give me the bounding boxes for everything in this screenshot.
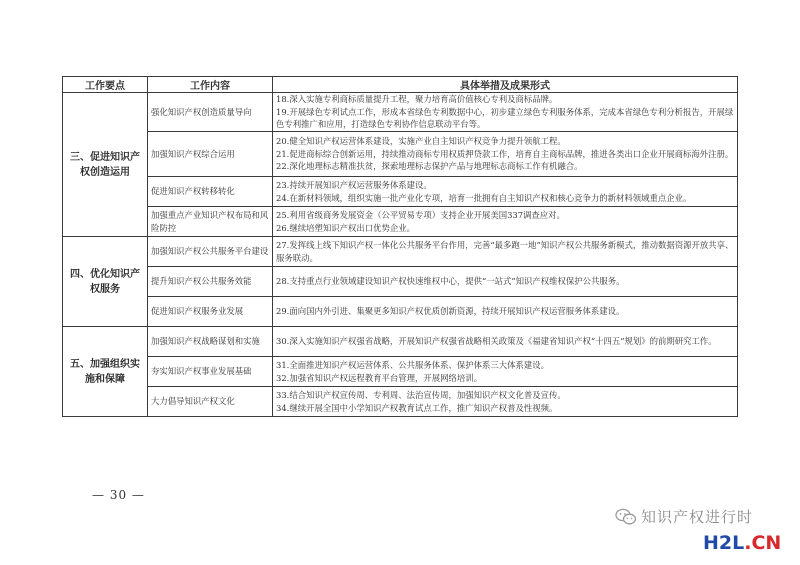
site-logo-h2l: H2L — [703, 532, 745, 554]
work-content-cell: 加强知识产权战略谋划和实施 — [148, 327, 273, 357]
work-point-cell: 四、优化知识产权服务 — [63, 237, 148, 327]
work-content-cell: 加强重点产业知识产权布局和风险防控 — [148, 207, 273, 237]
work-point-cell: 三、促进知识产权创造运用 — [63, 93, 148, 237]
measure-item: 18.深入实施专利商标质量提升工程，聚力培育高价值核心专利及商标品牌。 — [276, 94, 558, 104]
measures-cell — [273, 297, 738, 327]
header-work-points: 工作要点 — [63, 77, 148, 93]
work-content-cell: 加强知识产权公共服务平台建设 — [148, 237, 273, 267]
measures-cell — [273, 267, 738, 297]
page-number: — 30 — — [92, 488, 145, 502]
measure-item: 33.结合知识产权宣传周、专利周、法治宣传周，加强知识产权文化普及宣传。 — [276, 389, 566, 400]
measure-item: 34.继续开展全国中小学知识产权教育试点工作，推广知识产权普及性视频。 — [276, 402, 558, 413]
measure-item: 25.利用省级商务发展资金（公平贸易专项）支持企业开展美国337调查应对。 — [276, 209, 565, 220]
work-content-cell: 加强知识产权综合运用 — [148, 132, 273, 177]
measure-item: 32.加强省知识产权远程教育平台管理，开展网络培训。 — [276, 372, 482, 383]
work-content-cell: 夯实知识产权事业发展基础 — [148, 357, 273, 387]
table-row — [63, 93, 738, 132]
measures-cell — [273, 207, 738, 237]
measure-item: 23.持续开展知识产权运营服务体系建设。 — [276, 179, 432, 190]
measure-item: 29.面向国内外引进、集聚更多知识产权优质创新资源，持续开展知识产权运营服务体系建设。 — [276, 306, 625, 317]
measures-cell — [273, 93, 738, 132]
work-content-cell: 促进知识产权服务业发展 — [148, 297, 273, 327]
table-row — [63, 177, 738, 207]
table-header-row — [63, 77, 738, 93]
measures-cell — [273, 237, 738, 267]
table-body — [63, 93, 738, 417]
work-content-cell: 强化知识产权创造质量导向 — [148, 93, 273, 132]
wechat-icon — [615, 508, 637, 526]
measure-item: 24.在新材料领域，组织实施一批产业化专项，培育一批拥有自主知识产权和核心竞争力的新材料领域重点企业。 — [276, 192, 692, 203]
watermark-site-logo — [703, 532, 781, 554]
watermark-account-name: 知识产权进行时 — [641, 508, 754, 526]
work-content-cell: 提升知识产权公共服务效能 — [148, 267, 273, 297]
site-logo-cn: .CN — [744, 532, 782, 554]
measure-item: 28.支持重点行业领域建设知识产权快速维权中心，提供“一站式”知识产权维权保护公共服务。 — [276, 276, 625, 287]
measure-item: 26.继续培塑知识产权出口优势企业。 — [276, 222, 415, 233]
table-row — [63, 267, 738, 297]
table-row — [63, 297, 738, 327]
measure-item: 21.促进商标综合创新运用，持续推动商标专用权质押贷款工作，培育自主商标品牌，推进各类出口企业开展商标海外注册。 — [276, 148, 734, 159]
work-point-cell: 五、加强组织实施和保障 — [63, 327, 148, 417]
table-row — [63, 237, 738, 267]
table-row — [63, 387, 738, 417]
measures-cell — [273, 177, 738, 207]
measure-item: 19.开展绿色专利试点工作，形成本省绿色专利数据中心，初步建立绿色专利服务体系，完成本省绿色专利分析报告，开展绿色专利推广和应用，打造绿色专利协作信息联动平台等。 — [276, 106, 734, 130]
measure-item: 31.全面推进知识产权运营体系、公共服务体系、保护体系三大体系建设。 — [276, 359, 549, 370]
measure-item: 22.深化地理标志精准扶贫，探索地理标志保护产品与地理标志商标工作有机融合。 — [276, 161, 583, 172]
work-plan-table — [62, 76, 738, 417]
table-row — [63, 132, 738, 177]
measure-item: 20.健全知识产权运营体系建设，实施产业自主知识产权竞争力提升领航工程。 — [276, 136, 566, 147]
work-content-cell: 大力倡导知识产权文化 — [148, 387, 273, 417]
measures-cell — [273, 387, 738, 417]
measure-item: 27.发挥线上线下知识产权一体化公共服务平台作用，完善“最多跑一地”知识产权公共服务新模式，推动数据资源开放共享、服务联动。 — [276, 239, 734, 263]
header-work-content: 工作内容 — [148, 77, 273, 93]
measure-item: 30.深入实施知识产权强省战略，开展知识产权强省战略相关政策及《福建省知识产权“十四五”规划》的前期研究工作。 — [276, 336, 717, 347]
watermark — [607, 502, 797, 562]
measures-cell — [273, 132, 738, 177]
header-measures: 具体举措及成果形式 — [273, 77, 738, 93]
table-row — [63, 327, 738, 357]
measures-cell — [273, 357, 738, 387]
work-content-cell: 促进知识产权转移转化 — [148, 177, 273, 207]
measures-cell — [273, 327, 738, 357]
table-row — [63, 357, 738, 387]
table-row — [63, 207, 738, 237]
